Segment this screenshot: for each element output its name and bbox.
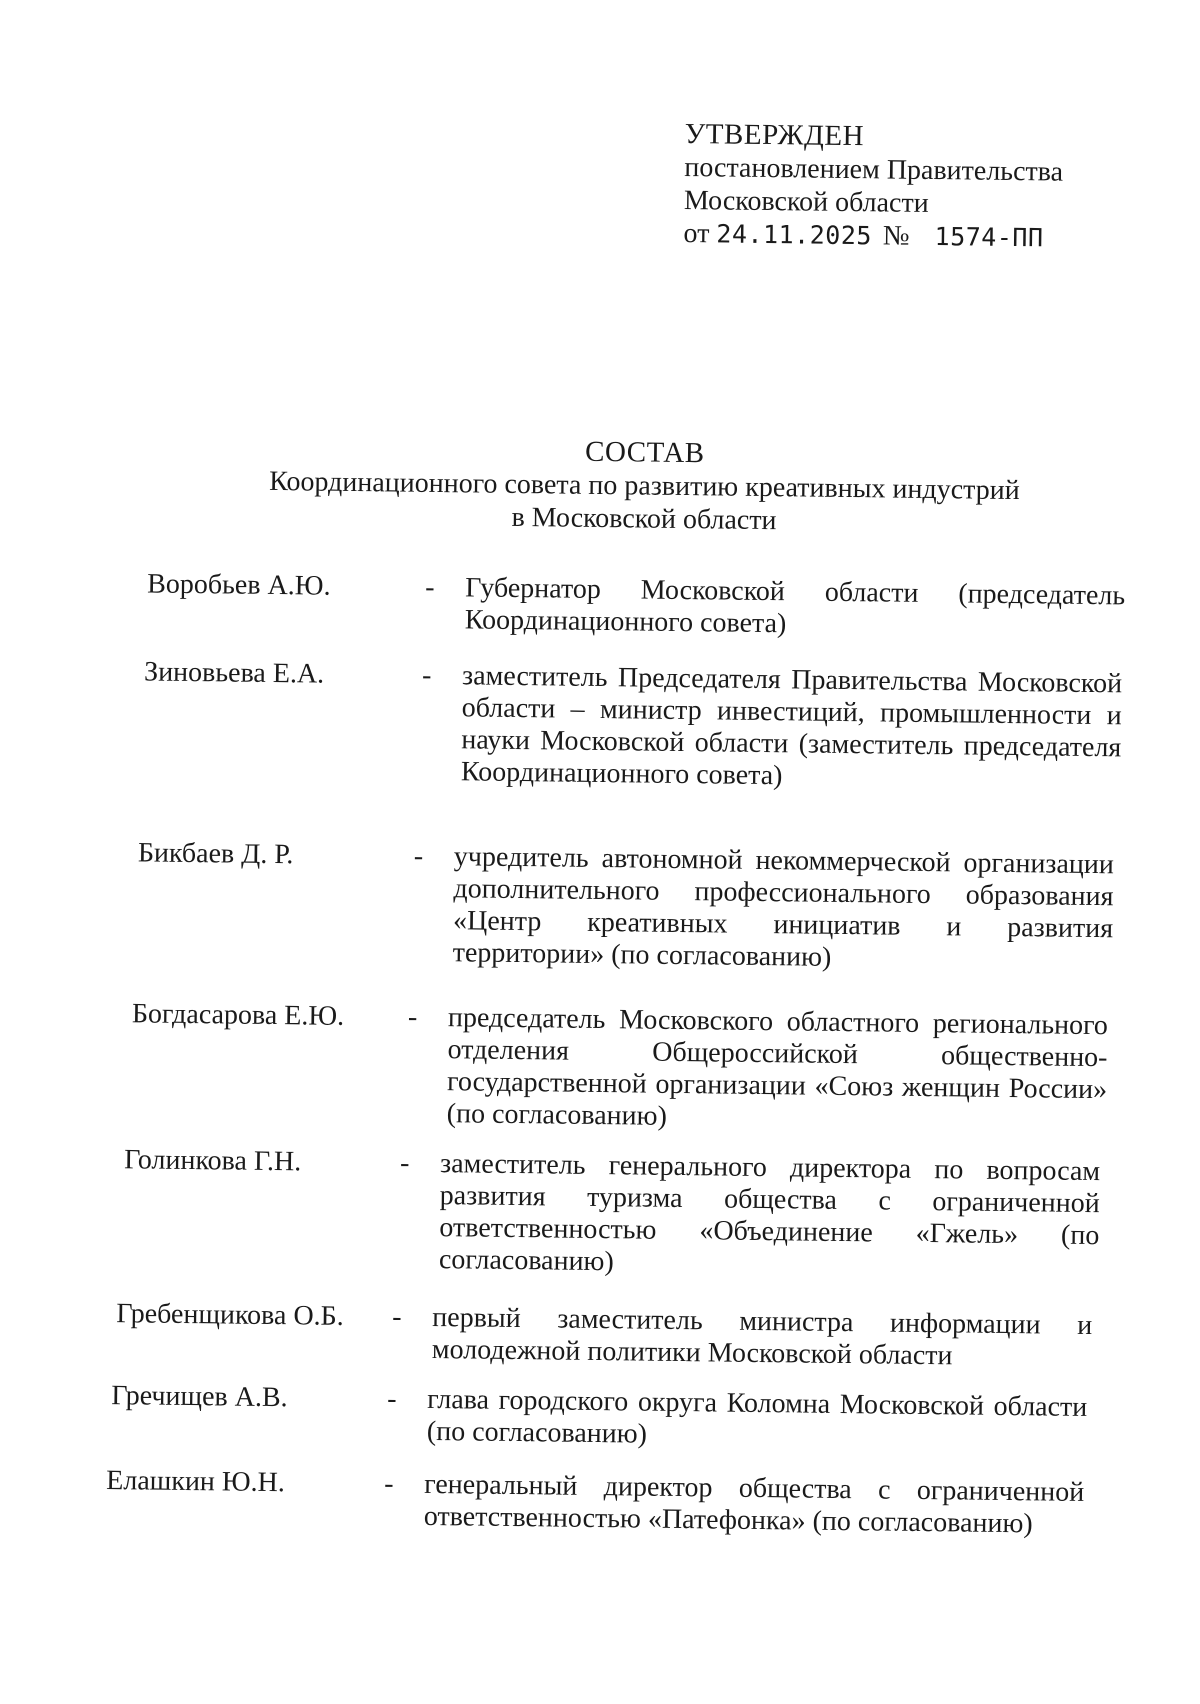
member-name: Богдасарова Е.Ю. xyxy=(131,998,345,1032)
document-title: СОСТАВ xyxy=(584,435,705,470)
member-role: генеральный директор общества с ограниченной ответственностью «Патефонка» (по согласованию) xyxy=(423,1468,1085,1540)
member-role: председатель Московского областного регионального отделения Общероссийской общественно-государственной организации «Союз женщин России» (по согласованию) xyxy=(446,1002,1109,1132)
member-name: Гребенщикова О.Б. xyxy=(116,1298,344,1332)
member-role: глава городского округа Коломна Московской области (по согласованию) xyxy=(426,1383,1088,1450)
approval-line-2: Московской области xyxy=(683,184,929,219)
document-subtitle-line-1: Координационного совета по развитию креативных индустрий xyxy=(269,465,1020,507)
member-name: Воробьев А.Ю. xyxy=(147,568,331,602)
member-role: учредитель автономной некоммерческой организации дополнительного профессионального образования «Центр креативных инициатив и развития территории» (по согласованию) xyxy=(452,841,1115,973)
member-role: заместитель Председателя Правительства Московской области – министр инвестиций, промышленности и науки Московской области (заместитель председателя Координационного совета) xyxy=(460,660,1123,792)
member-name: Гречищев А.В. xyxy=(111,1380,288,1414)
member-dash: - xyxy=(392,1301,402,1333)
document-subtitle-line-2: в Московской области xyxy=(511,501,777,537)
member-name: Бикбаев Д. Р. xyxy=(137,837,294,871)
member-dash: - xyxy=(407,1001,418,1033)
approval-date-line xyxy=(683,217,1103,255)
approval-block xyxy=(683,117,1105,255)
member-role: первый заместитель министра информации и молодежной политики Московской области xyxy=(431,1301,1093,1372)
member-dash: - xyxy=(413,840,424,872)
member-role: заместитель генерального директора по вопросам развития туризма общества с ограниченной ответственностью «Объединение «Гжель» (по согласованию) xyxy=(438,1148,1101,1278)
member-dash: - xyxy=(425,571,435,603)
approval-line-1: постановлением Правительства xyxy=(684,151,1064,188)
member-dash: - xyxy=(384,1468,394,1500)
number-sign: № xyxy=(882,220,910,252)
date-value: 24.11.2025 xyxy=(716,219,873,251)
member-name: Зиновьева Е.А. xyxy=(143,656,325,690)
member-dash: - xyxy=(387,1383,397,1415)
member-dash: - xyxy=(421,659,432,691)
document-heading xyxy=(234,432,1055,541)
decree-number: 1574-ПП xyxy=(934,222,1044,253)
member-role: Губернатор Московской области (председатель Координационного совета) xyxy=(464,572,1126,640)
member-dash: - xyxy=(399,1147,410,1179)
approval-title: УТВЕРЖДЕН xyxy=(684,117,865,153)
member-name: Елашкин Ю.Н. xyxy=(106,1465,286,1499)
member-name: Голинкова Г.Н. xyxy=(123,1144,302,1178)
date-prefix: от xyxy=(683,217,710,250)
